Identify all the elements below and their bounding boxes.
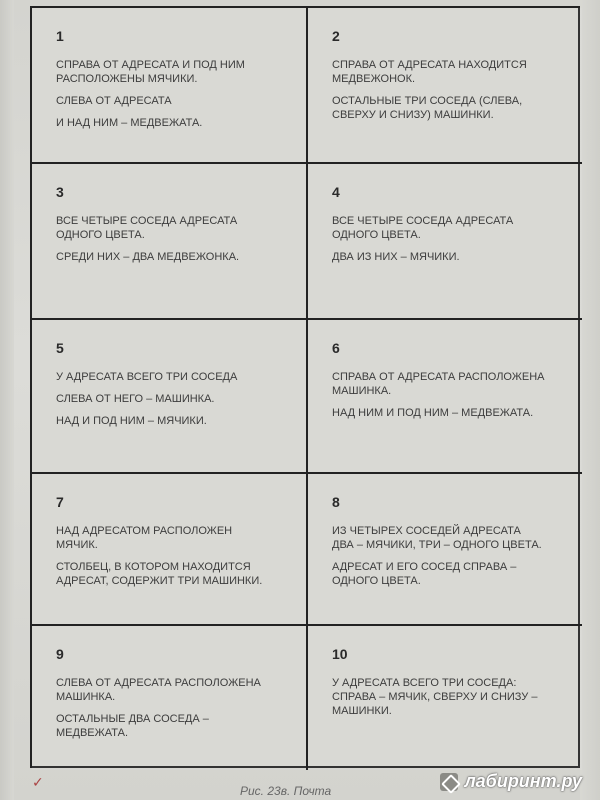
- card-text: ВСЕ ЧЕТЫРЕ СОСЕДА АДРЕСАТА ОДНОГО ЦВЕТА.: [56, 215, 238, 241]
- card-1: [32, 8, 308, 164]
- card-text: ДВА ИЗ НИХ – МЯЧИКИ.: [332, 251, 460, 263]
- card-text: АДРЕСАТ И ЕГО СОСЕД СПРАВА – ОДНОГО ЦВЕТА.: [332, 561, 517, 587]
- figure-caption: Рис. 23в. Почта: [240, 784, 332, 798]
- card-grid: [30, 6, 580, 768]
- watermark: [440, 771, 582, 792]
- card-4: [308, 164, 582, 320]
- card-7: [32, 474, 308, 626]
- card-text: ОСТАЛЬНЫЕ ДВА СОСЕДА – МЕДВЕЖАТА.: [56, 713, 209, 739]
- card-text: СЛЕВА ОТ АДРЕСАТА РАСПОЛОЖЕНА МАШИНКА.: [56, 677, 261, 703]
- labirint-logo-icon: [440, 773, 458, 791]
- card-text: ВСЕ ЧЕТЫРЕ СОСЕДА АДРЕСАТА ОДНОГО ЦВЕТА.: [332, 215, 514, 241]
- card-number: 2: [332, 28, 340, 44]
- card-text: СЛЕВА ОТ АДРЕСАТА: [56, 95, 172, 107]
- card-number: 8: [332, 494, 340, 510]
- card-number: 4: [332, 184, 340, 200]
- card-5: [32, 320, 308, 474]
- watermark-text: лабиринт.ру: [464, 771, 582, 791]
- card-number: 5: [56, 340, 64, 356]
- card-text: НАД АДРЕСАТОМ РАСПОЛОЖЕН МЯЧИК.: [56, 525, 233, 551]
- card-number: 7: [56, 494, 64, 510]
- card-3: [32, 164, 308, 320]
- card-text: У АДРЕСАТА ВСЕГО ТРИ СОСЕДА: СПРАВА – МЯЧИК, СВЕРХУ И СНИЗУ – МАШИНКИ.: [332, 677, 538, 717]
- card-text: ИЗ ЧЕТЫРЕХ СОСЕДЕЙ АДРЕСАТА ДВА – МЯЧИКИ, ТРИ – ОДНОГО ЦВЕТА.: [332, 525, 542, 551]
- page-right-edge: [580, 0, 600, 800]
- card-number: 10: [332, 646, 348, 662]
- card-number: 1: [56, 28, 64, 44]
- card-9: [32, 626, 308, 770]
- card-text: И НАД НИМ – МЕДВЕЖАТА.: [56, 117, 203, 129]
- card-text: СПРАВА ОТ АДРЕСАТА И ПОД НИМ РАСПОЛОЖЕНЫ МЯЧИКИ.: [56, 59, 245, 85]
- card-6: [308, 320, 582, 474]
- card-text: ОСТАЛЬНЫЕ ТРИ СОСЕДА (СЛЕВА, СВЕРХУ И СНИЗУ) МАШИНКИ.: [332, 95, 523, 121]
- card-text: СЛЕВА ОТ НЕГО – МАШИНКА.: [56, 393, 215, 405]
- card-text: НАД И ПОД НИМ – МЯЧИКИ.: [56, 415, 207, 427]
- card-text: СТОЛБЕЦ, В КОТОРОМ НАХОДИТСЯ АДРЕСАТ, СОДЕРЖИТ ТРИ МАШИНКИ.: [56, 561, 263, 587]
- card-number: 3: [56, 184, 64, 200]
- card-number: 9: [56, 646, 64, 662]
- card-text: У АДРЕСАТА ВСЕГО ТРИ СОСЕДА: [56, 371, 238, 383]
- card-8: [308, 474, 582, 626]
- card-text: СПРАВА ОТ АДРЕСАТА РАСПОЛОЖЕНА МАШИНКА.: [332, 371, 545, 397]
- page-left-edge: [0, 0, 14, 800]
- card-text: НАД НИМ И ПОД НИМ – МЕДВЕЖАТА.: [332, 407, 534, 419]
- card-number: 6: [332, 340, 340, 356]
- card-text: СПРАВА ОТ АДРЕСАТА НАХОДИТСЯ МЕДВЕЖОНОК.: [332, 59, 527, 85]
- card-text: СРЕДИ НИХ – ДВА МЕДВЕЖОНКА.: [56, 251, 240, 263]
- card-2: [308, 8, 582, 164]
- corner-mark-icon: ✓: [32, 774, 44, 790]
- card-10: [308, 626, 582, 770]
